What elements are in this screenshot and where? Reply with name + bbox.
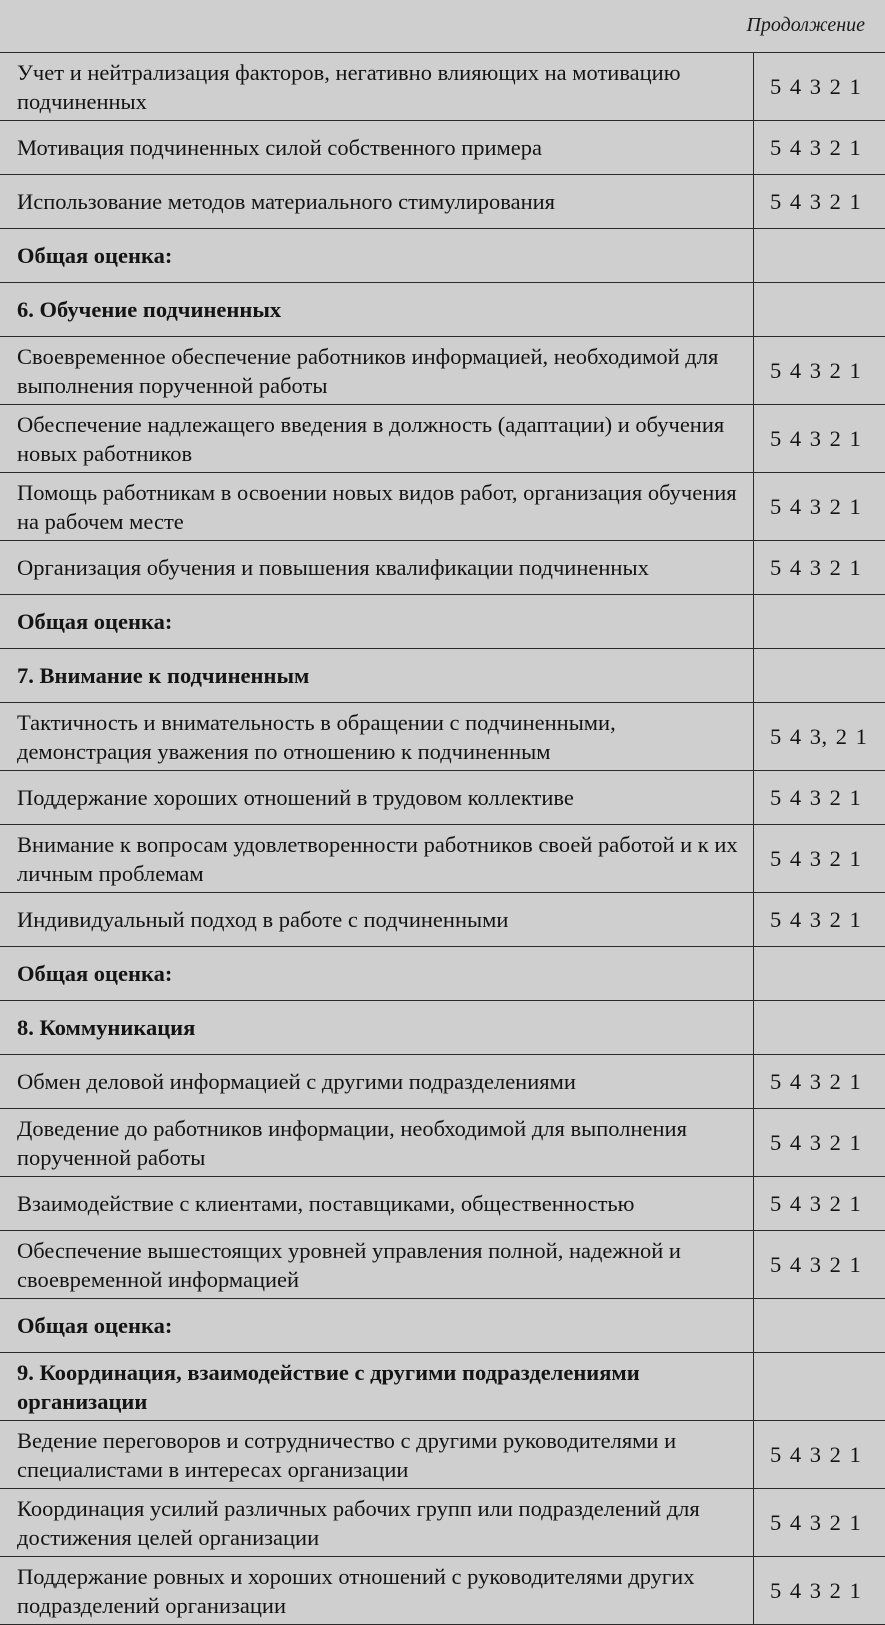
section-row	[0, 283, 885, 337]
criterion-row	[0, 1109, 885, 1177]
assessment-table-body	[0, 53, 885, 1625]
criterion-row	[0, 1231, 885, 1299]
criterion-text: Доведение до работников информации, необходимой для выполнения порученной работы	[0, 1109, 754, 1177]
criterion-text: Своевременное обеспечение работников информацией, необходимой для выполнения порученной работы	[0, 337, 754, 405]
rating-scale	[754, 1299, 885, 1353]
section-heading: 6. Обучение подчиненных	[0, 283, 754, 337]
section-row	[0, 229, 885, 283]
rating-scale: 5 4 3 2 1	[754, 1231, 885, 1299]
rating-scale: 5 4 3, 2 1	[754, 703, 885, 771]
rating-scale: 5 4 3 2 1	[754, 405, 885, 473]
criterion-row	[0, 825, 885, 893]
rating-scale: 5 4 3 2 1	[754, 1421, 885, 1489]
section-heading: 7. Внимание к подчиненным	[0, 649, 754, 703]
criterion-text: Обмен деловой информацией с другими подразделениями	[0, 1055, 754, 1109]
criterion-row	[0, 337, 885, 405]
section-row	[0, 595, 885, 649]
criterion-text: Обеспечение вышестоящих уровней управления полной, надежной и своевременной информацией	[0, 1231, 754, 1299]
criterion-text: Тактичность и внимательность в обращении с подчиненными, демонстрация уважения по отношению к подчиненным	[0, 703, 754, 771]
criterion-row	[0, 1421, 885, 1489]
criterion-row	[0, 175, 885, 229]
rating-scale: 5 4 3 2 1	[754, 121, 885, 175]
section-heading: 8. Коммуникация	[0, 1001, 754, 1055]
rating-scale	[754, 947, 885, 1001]
rating-scale: 5 4 3 2 1	[754, 1055, 885, 1109]
rating-scale: 5 4 3 2 1	[754, 893, 885, 947]
section-row	[0, 947, 885, 1001]
rating-scale	[754, 1001, 885, 1055]
criterion-row	[0, 53, 885, 121]
criterion-text: Мотивация подчиненных силой собственного примера	[0, 121, 754, 175]
section-row	[0, 1001, 885, 1055]
criterion-text: Ведение переговоров и сотрудничество с другими руководителями и специалистами в интересах организации	[0, 1421, 754, 1489]
section-row	[0, 649, 885, 703]
rating-scale: 5 4 3 2 1	[754, 337, 885, 405]
criterion-row	[0, 893, 885, 947]
rating-scale: 5 4 3 2 1	[754, 1489, 885, 1557]
criterion-text: Взаимодействие с клиентами, поставщиками, общественностью	[0, 1177, 754, 1231]
criterion-row	[0, 703, 885, 771]
criterion-text: Поддержание хороших отношений в трудовом коллективе	[0, 771, 754, 825]
section-row	[0, 1353, 885, 1421]
rating-scale	[754, 229, 885, 283]
criterion-text: Индивидуальный подход в работе с подчиненными	[0, 893, 754, 947]
criterion-row	[0, 541, 885, 595]
section-heading: Общая оценка:	[0, 947, 754, 1001]
criterion-row	[0, 121, 885, 175]
rating-scale: 5 4 3 2 1	[754, 1177, 885, 1231]
rating-scale: 5 4 3 2 1	[754, 1557, 885, 1625]
rating-scale	[754, 595, 885, 649]
criterion-row	[0, 771, 885, 825]
criterion-row	[0, 473, 885, 541]
criterion-text: Учет и нейтрализация факторов, негативно влияющих на мотивацию подчиненных	[0, 53, 754, 121]
criterion-text: Организация обучения и повышения квалификации подчиненных	[0, 541, 754, 595]
criterion-row	[0, 1055, 885, 1109]
rating-scale	[754, 1353, 885, 1421]
rating-scale	[754, 283, 885, 337]
section-heading: Общая оценка:	[0, 595, 754, 649]
criterion-text: Поддержание ровных и хороших отношений с руководителями других подразделений организации	[0, 1557, 754, 1625]
rating-scale: 5 4 3 2 1	[754, 541, 885, 595]
section-heading: Общая оценка:	[0, 1299, 754, 1353]
criterion-text: Помощь работникам в освоении новых видов работ, организация обучения на рабочем месте	[0, 473, 754, 541]
rating-scale: 5 4 3 2 1	[754, 1109, 885, 1177]
section-row	[0, 1299, 885, 1353]
criterion-text: Внимание к вопросам удовлетворенности работников своей работой и к их личным проблемам	[0, 825, 754, 893]
rating-scale: 5 4 3 2 1	[754, 825, 885, 893]
rating-scale: 5 4 3 2 1	[754, 175, 885, 229]
rating-scale	[754, 649, 885, 703]
criterion-row	[0, 1177, 885, 1231]
criterion-row	[0, 1489, 885, 1557]
criterion-text: Обеспечение надлежащего введения в должность (адаптации) и обучения новых работников	[0, 405, 754, 473]
section-heading: Общая оценка:	[0, 229, 754, 283]
criterion-row	[0, 1557, 885, 1625]
rating-scale: 5 4 3 2 1	[754, 473, 885, 541]
criterion-text: Координация усилий различных рабочих групп или подразделений для достижения целей организации	[0, 1489, 754, 1557]
continuation-label: Продолжение	[746, 14, 865, 37]
criterion-text: Использование методов материального стимулирования	[0, 175, 754, 229]
criterion-row	[0, 405, 885, 473]
rating-scale: 5 4 3 2 1	[754, 771, 885, 825]
section-heading: 9. Координация, взаимодействие с другими подразделениями организации	[0, 1353, 754, 1421]
rating-scale: 5 4 3 2 1	[754, 53, 885, 121]
assessment-table	[0, 52, 885, 1625]
